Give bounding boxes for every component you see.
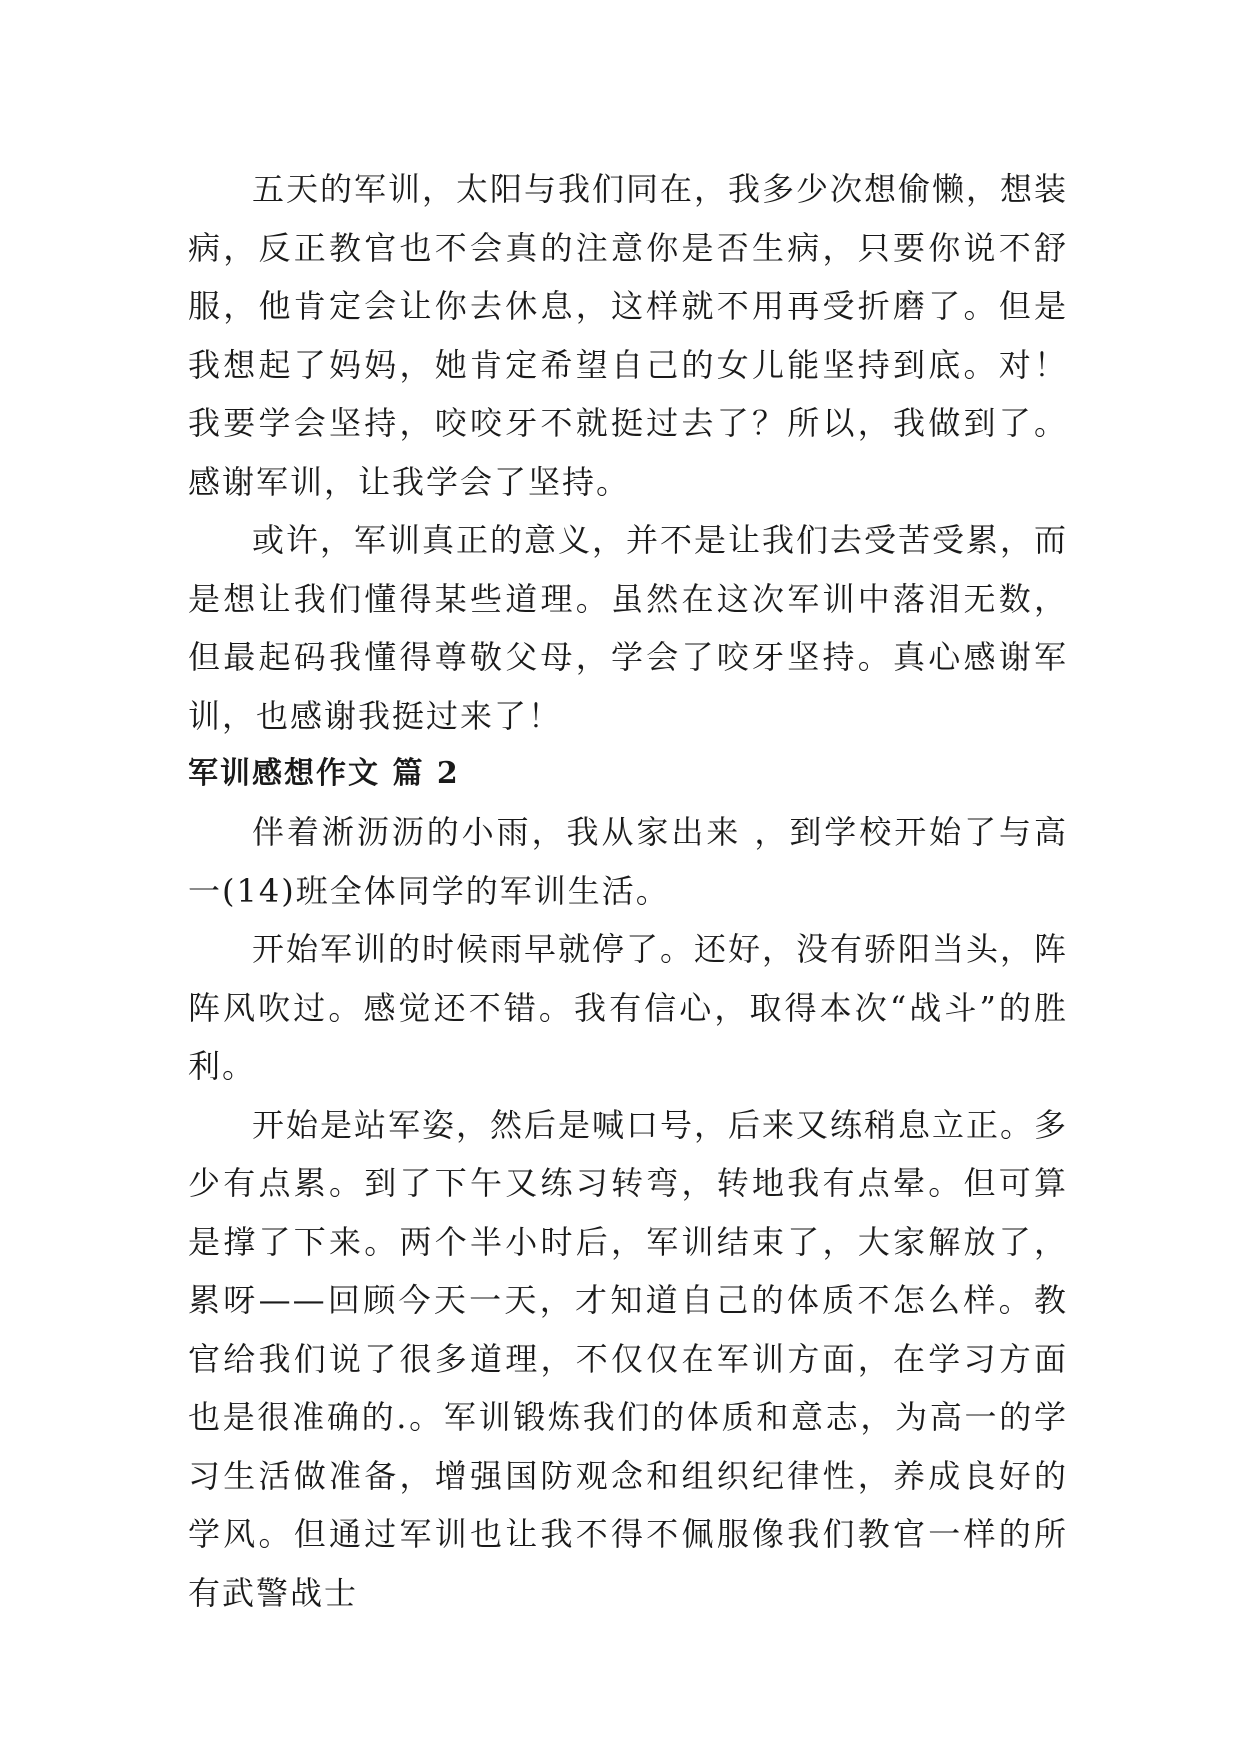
- paragraph-perseverance: 五天的军训，太阳与我们同在，我多少次想偷懒，想装病，反正教官也不会真的注意你是否生病，只要你说不舒服，他肯定会让你去休息，这样就不用再受折磨了。但是我想起了妈妈，她肯定希望自己的女儿能坚持到底。对！我要学会坚持，咬咬牙不就挺过去了？所以，我做到了。感谢军训，让我学会了坚持。: [188, 170, 1069, 501]
- document-page: [188, 160, 1068, 1622]
- paragraph-start-training: 开始军训的时候雨早就停了。还好，没有骄阳当头，阵阵风吹过。感觉还不错。我有信心，取得本次“战斗”的胜利。: [188, 930, 1069, 1085]
- section-heading: 军训感想作文 篇 2: [188, 756, 460, 791]
- paragraph-meaning: 或许，军训真正的意义，并不是让我们去受苦受累，而是想让我们懂得某些道理。虽然在这次军训中落泪无数，但最起码我懂得尊敬父母，学会了咬牙坚持。真心感谢军训，也感谢我挺过来了！: [188, 521, 1069, 735]
- paragraph-drills: 开始是站军姿，然后是喊口号，后来又练稍息立正。多少有点累。到了下午又练习转弯，转地我有点晕。但可算是撑了下来。两个半小时后，军训结束了，大家解放了，累呀——回顾今天一天，才知道自己的体质不怎么样。教官给我们说了很多道理，不仅仅在军训方面，在学习方面也是很准确的.。军训锻炼我们的体质和意志，为高一的学习生活做准备，增强国防观念和组织纪律性，养成良好的学风。但通过军训也让我不得不佩服像我们教官一样的所有武警战士: [188, 1105, 1069, 1612]
- paragraph-rain: 伴着淅沥沥的小雨，我从家出来 ，到学校开始了与高一(14)班全体同学的军训生活。: [188, 813, 1068, 910]
